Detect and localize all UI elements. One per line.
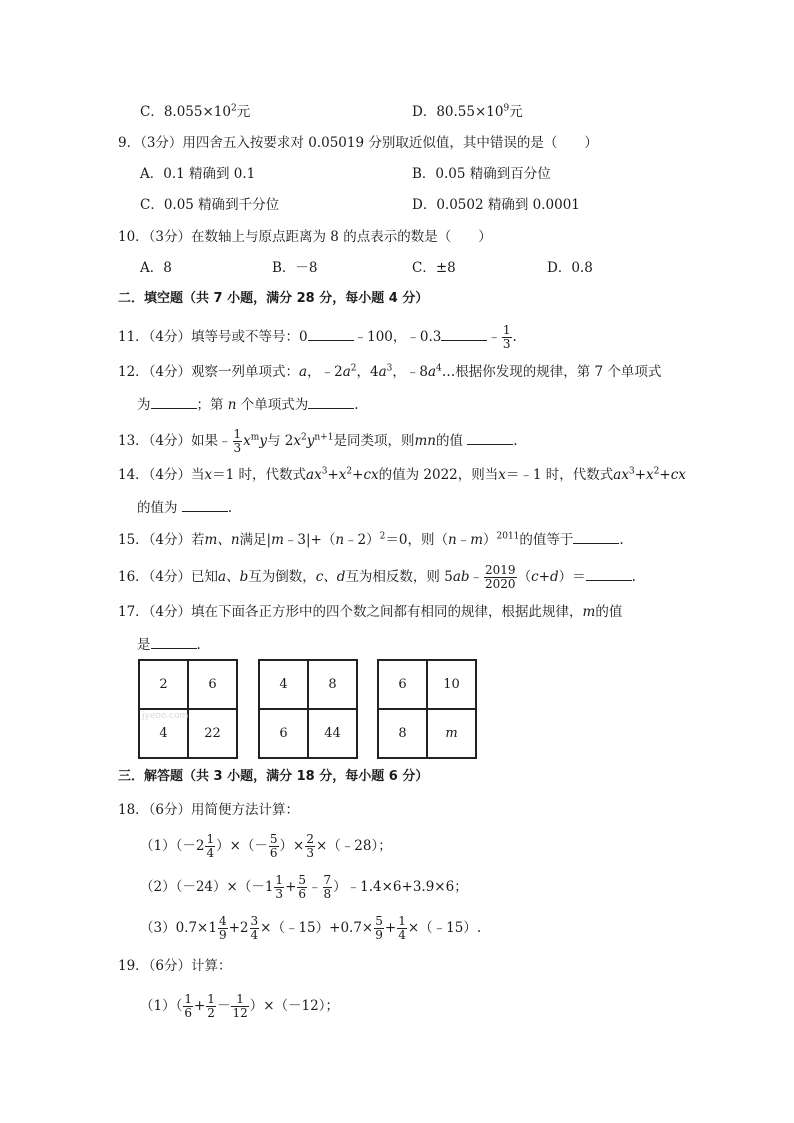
- q17-period: .: [196, 637, 201, 653]
- q14-text-3: 的值为 2022，则当: [378, 467, 499, 483]
- q18-p3-f4d: 4: [398, 928, 406, 942]
- q18-p3-f1n: 4: [218, 914, 227, 928]
- q12-period: .: [354, 397, 359, 413]
- q14-exp2-2: 2: [653, 466, 660, 477]
- q19-f2n: 1: [207, 992, 215, 1006]
- q17-blank[interactable]: [151, 634, 197, 649]
- q15-text-3: ﹣3|+（: [283, 532, 336, 548]
- q12-term-1: a: [299, 364, 308, 380]
- q15-exp2011: 2011: [496, 531, 520, 542]
- q18-p3-frac2: [250, 915, 260, 942]
- q13-frac-num: 1: [233, 427, 242, 441]
- q18-p1-f3d: 3: [306, 846, 314, 860]
- q13-y2: y: [306, 433, 315, 449]
- q8-option-c[interactable]: [140, 102, 250, 122]
- q12-blank-1[interactable]: [151, 394, 197, 409]
- q18-p3-t1: （3）0.7×1: [140, 920, 217, 936]
- q13-mn: mn: [414, 433, 436, 449]
- q13-text-2: 与 2: [266, 433, 294, 449]
- q16-minus: ﹣: [469, 569, 484, 585]
- q9-stem: 9．（3分）用四舍五入按要求对 0.05019 分别取近似值，其中错误的是（ ）: [118, 135, 598, 151]
- q12-term-4-exp: 4: [436, 363, 442, 374]
- q17-square-3-cell: 10: [427, 660, 476, 709]
- q8-d-exp: 9: [503, 103, 510, 114]
- q11-neg-sign: ﹣: [487, 329, 501, 345]
- q18-stem: 18．（6分）用简便方法计算：: [118, 802, 300, 818]
- q15-paren: ）: [483, 532, 497, 548]
- q18-p1-t3: ）×: [279, 838, 305, 854]
- q11-blank-1[interactable]: [308, 326, 354, 341]
- q13-blank[interactable]: [467, 430, 513, 445]
- q10-option-a[interactable]: A．8: [140, 260, 172, 276]
- q11-fraction: [502, 324, 512, 351]
- q12-text-2: …根据你发现的规律，第 7 个单项式: [441, 364, 662, 380]
- q19-f1d: 6: [184, 1006, 192, 1020]
- q11-frac-num: 1: [502, 323, 511, 337]
- q18-p2-f2d: 6: [298, 887, 307, 901]
- q18-p2-t3: ﹣: [308, 879, 322, 895]
- q18-p1-f1d: 4: [206, 846, 215, 860]
- q18-p2-f3n: 7: [323, 873, 332, 887]
- q16-text-1: 16．（4分）已知: [118, 569, 219, 585]
- q11-blank-2[interactable]: [441, 326, 487, 341]
- q19-p1-frac2: [206, 993, 216, 1020]
- q14-ax-2: ax: [613, 467, 629, 483]
- q18-p3-f2d: 4: [250, 928, 259, 942]
- q19-part-1: [140, 993, 339, 1020]
- q15-period: .: [619, 532, 624, 548]
- q13-m-exp: m: [250, 432, 260, 443]
- q16-frac-den: 2020: [485, 577, 516, 591]
- q17-square-1-cell: 2: [139, 660, 188, 709]
- q14-x2-2: x: [646, 467, 654, 483]
- q18-p3-f2n: 3: [250, 914, 259, 928]
- q13: [118, 428, 518, 455]
- q11: [118, 324, 517, 351]
- q14-exp3: 3: [321, 466, 328, 477]
- q17-square-1-cell: 4: [139, 709, 188, 758]
- q9-option-c[interactable]: C．0.05 精确到千分位: [140, 197, 280, 213]
- q15-blank[interactable]: [573, 529, 619, 544]
- q15-text-5: ＝0，则（: [385, 532, 448, 548]
- q12-term-3-coef: ，4: [356, 364, 379, 380]
- q19-stem: 19．（6分）计算：: [118, 958, 232, 974]
- q16-text-3: 互为相反数，则 5: [345, 569, 453, 585]
- q15-text-4: ﹣2）: [344, 532, 380, 548]
- q14-x2: x: [338, 467, 347, 483]
- q10-option-d[interactable]: D．0.8: [547, 260, 593, 276]
- watermark: jyeoo.com: [142, 711, 189, 721]
- q13-x: x: [243, 433, 251, 449]
- q16-paren-open: （: [517, 569, 532, 585]
- q17-square-1-cell: 22: [188, 709, 237, 758]
- q19-p1-frac3: [231, 993, 248, 1020]
- q17-square-2-cell: 44: [308, 709, 357, 758]
- q18-p1-t2: ）×（－: [216, 838, 268, 854]
- q18-part-3: [140, 915, 481, 942]
- q10-option-c[interactable]: C．±8: [412, 260, 456, 276]
- q13-x2: x: [293, 433, 301, 449]
- q17-text-1: 17．（4分）填在下面各正方形中的四个数之间都有相同的规律，根据此规律，: [118, 604, 583, 620]
- q17-square-3-cell: 6: [378, 660, 427, 709]
- q8-option-d[interactable]: [412, 102, 523, 122]
- section-answer-heading: 三．解答题（共 3 小题，满分 18 分，每小题 6 分）: [118, 769, 429, 784]
- q18-p3-frac4: [397, 915, 407, 942]
- q19-f1n: 1: [184, 992, 192, 1006]
- q11-frac-den: 3: [502, 337, 511, 351]
- q17-square-2: [258, 659, 358, 759]
- q19-f3n: 1: [231, 993, 248, 1007]
- q15: [118, 529, 624, 550]
- q18-p3-f1d: 9: [218, 928, 227, 942]
- q14-exp2: 2: [346, 466, 353, 477]
- q9-option-b[interactable]: B．0.05 精确到百分位: [412, 166, 551, 182]
- q8-d-text: D．80.55×10: [412, 104, 504, 120]
- q18-p2-t1: （2）（－24）×（－1: [140, 879, 274, 895]
- q16-cd: c、d: [315, 569, 346, 585]
- q17-square-3: [377, 659, 477, 759]
- q14-ax: ax: [306, 467, 322, 483]
- q18-p2-f2n: 5: [298, 873, 307, 887]
- q12-term-3-var: a: [378, 364, 387, 380]
- q18-p2-frac2: [297, 874, 307, 901]
- q13-exp-n1: n+1: [314, 432, 334, 443]
- q19-p1-t2: +: [193, 998, 206, 1014]
- q16-fraction: [484, 564, 517, 591]
- q19-p1-t3: －: [216, 998, 231, 1014]
- q19-p1-t1: （1）（: [140, 998, 183, 1014]
- q18-p3-f3n: 5: [375, 914, 383, 928]
- q9-option-d[interactable]: D．0.0502 精确到 0.0001: [412, 197, 580, 213]
- q17-text-2: 的值: [595, 604, 623, 620]
- q17-square-1: [138, 659, 238, 759]
- q14-blank[interactable]: [182, 497, 228, 512]
- q18-p2-f1n: 1: [275, 873, 284, 887]
- q13-text-1: 13．（4分）如果: [118, 433, 219, 449]
- q15-text-1: 15．（4分）若: [118, 532, 205, 548]
- q16-plus: +: [538, 569, 550, 585]
- section-fill-in-heading: 二．填空题（共 7 小题，满分 28 分，每小题 4 分）: [118, 291, 429, 306]
- q16-d: d: [549, 569, 559, 585]
- q18-p3-f4n: 1: [398, 914, 406, 928]
- q13-text-3: 是同类项，则: [333, 433, 415, 449]
- q15-minus: ﹣: [456, 532, 471, 548]
- q12-blank-2[interactable]: [308, 394, 354, 409]
- q18-p1-f2n: 5: [269, 832, 278, 846]
- q16-paren-close: ）＝: [558, 569, 586, 585]
- q14-line-1: [118, 465, 686, 485]
- q12-text-5: 个单项式为: [240, 397, 309, 413]
- q18-p1-frac3: [305, 833, 315, 860]
- q18-p3-f3d: 9: [375, 928, 383, 942]
- q14-x-2: x: [498, 467, 506, 483]
- q16: [118, 564, 636, 591]
- q18-p2-t4: ）﹣1.4×6+3.9×6；: [333, 879, 468, 895]
- q13-frac-den: 3: [233, 441, 242, 455]
- q18-p3-t4: +: [384, 920, 397, 936]
- q11-period: .: [512, 329, 517, 345]
- q13-fraction: [233, 428, 243, 455]
- q15-exp: 2: [379, 531, 386, 542]
- q11-text-1: 11．（4分）填等号或不等号：0: [118, 329, 308, 345]
- q16-period: .: [631, 569, 636, 585]
- q18-p3-t3: ×（﹣15）+0.7×: [260, 920, 374, 936]
- q11-text-2: ﹣100，﹣0.3: [353, 329, 442, 345]
- q14-cx: cx: [363, 467, 379, 483]
- q12-term-2-coef: ，﹣2: [307, 364, 343, 380]
- q8-d-unit: 元: [509, 104, 523, 120]
- q13-text-4: 的值: [435, 433, 463, 449]
- q15-m-2: m: [470, 532, 483, 548]
- q18-p2-frac3: [323, 874, 333, 901]
- q17-m: m: [582, 604, 596, 620]
- q18-p1-f1n: 1: [206, 832, 215, 846]
- q10-option-b[interactable]: B．－8: [272, 260, 318, 276]
- q19-f2d: 2: [207, 1006, 215, 1020]
- q16-ab: a、b: [218, 569, 249, 585]
- q9-option-a[interactable]: A．0.1 精确到 0.1: [140, 166, 256, 182]
- q19-p1-t4: ）×（－12）；: [249, 998, 339, 1014]
- q17-line-2: [137, 634, 201, 655]
- q13-exp2: 2: [301, 432, 307, 443]
- q12-term-3-exp: 3: [386, 363, 393, 374]
- q17-square-3-cell-m: m: [427, 709, 476, 758]
- q12-text-4: ；第: [196, 397, 224, 413]
- q14-exp3-2: 3: [628, 466, 635, 477]
- q14-text-1: 14．（4分）当: [118, 467, 205, 483]
- q12-text-1: 12．（4分）观察一列单项式：: [118, 364, 300, 380]
- q19-p1-frac1: [183, 993, 193, 1020]
- q18-p1-f3n: 2: [306, 832, 314, 846]
- q16-c: c: [531, 569, 539, 585]
- q13-neg: ﹣: [218, 433, 232, 449]
- q18-p1-f2d: 6: [269, 846, 278, 860]
- q18-p1-frac2: [269, 833, 279, 860]
- q10-stem: 10．（3分）在数轴上与原点距离为 8 的点表示的数是（ ）: [118, 229, 492, 245]
- q16-blank[interactable]: [586, 566, 632, 581]
- q14-text-2: ＝1 时，代数式: [212, 467, 307, 483]
- q17-line-1: [118, 602, 622, 622]
- q12-term-2-exp: 2: [350, 363, 357, 374]
- q12-n: n: [227, 397, 237, 413]
- q14-cx-2: cx: [670, 467, 686, 483]
- q17-text-3: 是: [137, 637, 151, 653]
- q14-text-5: 的值为: [137, 500, 178, 516]
- q15-mn: m、n: [204, 532, 240, 548]
- q17-square-1-cell: 6: [188, 660, 237, 709]
- q14-x: x: [204, 467, 213, 483]
- q12-term-4-coef: ，﹣8: [392, 364, 428, 380]
- q18-p3-t5: ×（﹣15）.: [407, 920, 482, 936]
- q17-square-2-cell: 6: [259, 709, 308, 758]
- q17-square-2-cell: 8: [308, 660, 357, 709]
- q18-p1-frac1: [205, 833, 215, 860]
- q15-m: m: [271, 532, 284, 548]
- q18-part-1: [140, 833, 392, 860]
- q17-square-3-cell: 8: [378, 709, 427, 758]
- q14-plus-4: +: [659, 467, 671, 483]
- q19-f3d: 12: [232, 1006, 248, 1020]
- q8-c-text: C．8.055×10: [140, 104, 231, 120]
- q8-c-unit: 元: [236, 104, 251, 120]
- q18-p3-t2: +2: [228, 920, 249, 936]
- q15-n: n: [335, 532, 345, 548]
- q15-text-2: 满足|: [239, 532, 272, 548]
- q16-ab2: ab: [452, 569, 470, 585]
- q14-plus-2: +: [352, 467, 364, 483]
- q18-p1-t4: ×（﹣28）；: [315, 838, 392, 854]
- q17-square-2-cell: 4: [259, 660, 308, 709]
- q18-p2-f3d: 8: [323, 887, 332, 901]
- q14-plus-3: +: [634, 467, 647, 483]
- q13-period: .: [513, 433, 518, 449]
- q14-text-4: ＝﹣1 时，代数式: [505, 467, 614, 483]
- q18-part-2: [140, 874, 468, 901]
- q8-c-exp: 2: [230, 103, 237, 114]
- q12-term-4-var: a: [427, 364, 437, 380]
- q16-text-2: 互为倒数，: [248, 569, 316, 585]
- q14-plus-1: +: [327, 467, 339, 483]
- q14-line-2: [137, 497, 232, 518]
- q18-p1-t1: （1）（－2: [140, 838, 205, 854]
- q14-period: .: [227, 500, 233, 516]
- q18-p3-frac1: [218, 915, 228, 942]
- q12-line-1: [118, 362, 661, 382]
- q12-line-2: [137, 394, 359, 415]
- q12-text-3: 为: [137, 397, 151, 413]
- q18-p2-frac1: [274, 874, 284, 901]
- q13-y: y: [259, 433, 267, 449]
- q15-text-6: 的值等于: [519, 532, 574, 548]
- q12-term-2-var: a: [342, 364, 351, 380]
- q18-p2-t2: +: [285, 879, 297, 895]
- q18-p3-frac3: [374, 915, 384, 942]
- q16-frac-num: 2019: [485, 563, 516, 577]
- q15-n-2: n: [447, 532, 457, 548]
- q18-p2-f1d: 3: [275, 887, 284, 901]
